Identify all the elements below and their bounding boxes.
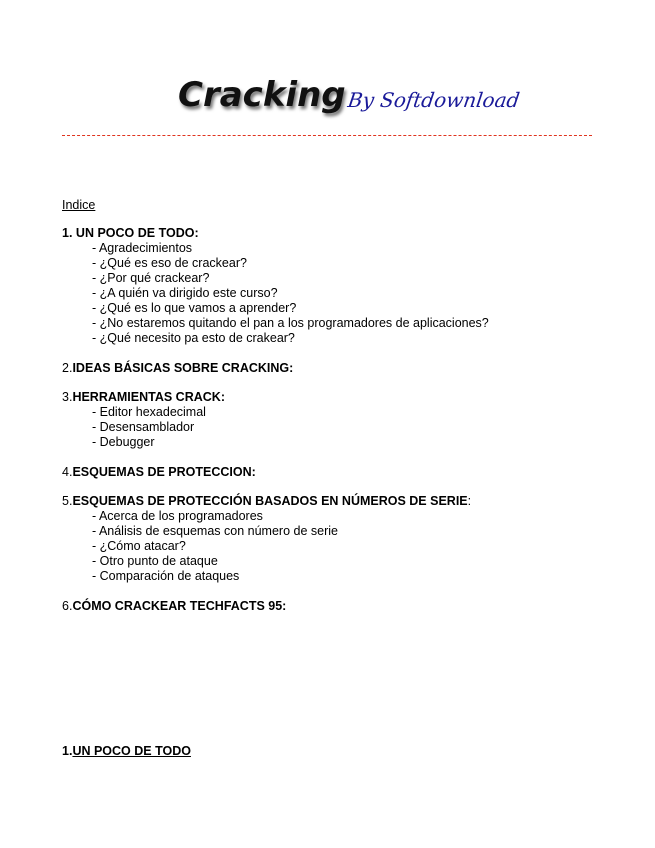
chapter-heading: 1.UN POCO DE TODO (62, 744, 191, 758)
toc-item: - Análisis de esquemas con número de serie (92, 524, 338, 538)
toc-section-5: 5.ESQUEMAS DE PROTECCIÓN BASADOS EN NÚMEROS DE SERIE: (62, 494, 472, 508)
title-logo (178, 76, 519, 114)
toc-item: - Comparación de ataques (92, 569, 240, 583)
toc-section-4: 4.ESQUEMAS DE PROTECCION: (62, 464, 256, 479)
toc-item: - ¿Qué necesito pa esto de crakear? (92, 331, 295, 345)
toc-item: - ¿Por qué crackear? (92, 271, 210, 285)
toc-section-1: 1. UN POCO DE TODO: (62, 226, 199, 240)
toc-item: - Otro punto de ataque (92, 554, 218, 568)
logo-main-text: Cracking (178, 75, 346, 115)
toc-item: - ¿Qué es lo que vamos a aprender? (92, 301, 297, 315)
toc-item: - Acerca de los programadores (92, 509, 263, 523)
toc-item: - Desensamblador (92, 420, 195, 434)
index-label: Indice (62, 198, 96, 212)
toc-item: - Agradecimientos (92, 241, 193, 255)
table-of-contents (62, 198, 622, 614)
toc-item: - ¿Cómo atacar? (92, 539, 186, 553)
toc-item: - Debugger (92, 435, 155, 449)
toc-item: - Editor hexadecimal (92, 405, 206, 419)
toc-item: - ¿No estaremos quitando el pan a los programadores de aplicaciones? (92, 316, 489, 330)
toc-section-6: 6.CÓMO CRACKEAR TECHFACTS 95: (62, 598, 287, 613)
toc-item: - ¿Qué es eso de crackear? (92, 256, 247, 270)
toc-section-3: 3.HERRAMIENTAS CRACK: (62, 390, 225, 404)
logo-sub-text: By Softdownload (345, 88, 521, 112)
toc-item: - ¿A quién va dirigido este curso? (92, 286, 278, 300)
header-rule (62, 135, 592, 136)
toc-section-2: 2.IDEAS BÁSICAS SOBRE CRACKING: (62, 360, 294, 375)
